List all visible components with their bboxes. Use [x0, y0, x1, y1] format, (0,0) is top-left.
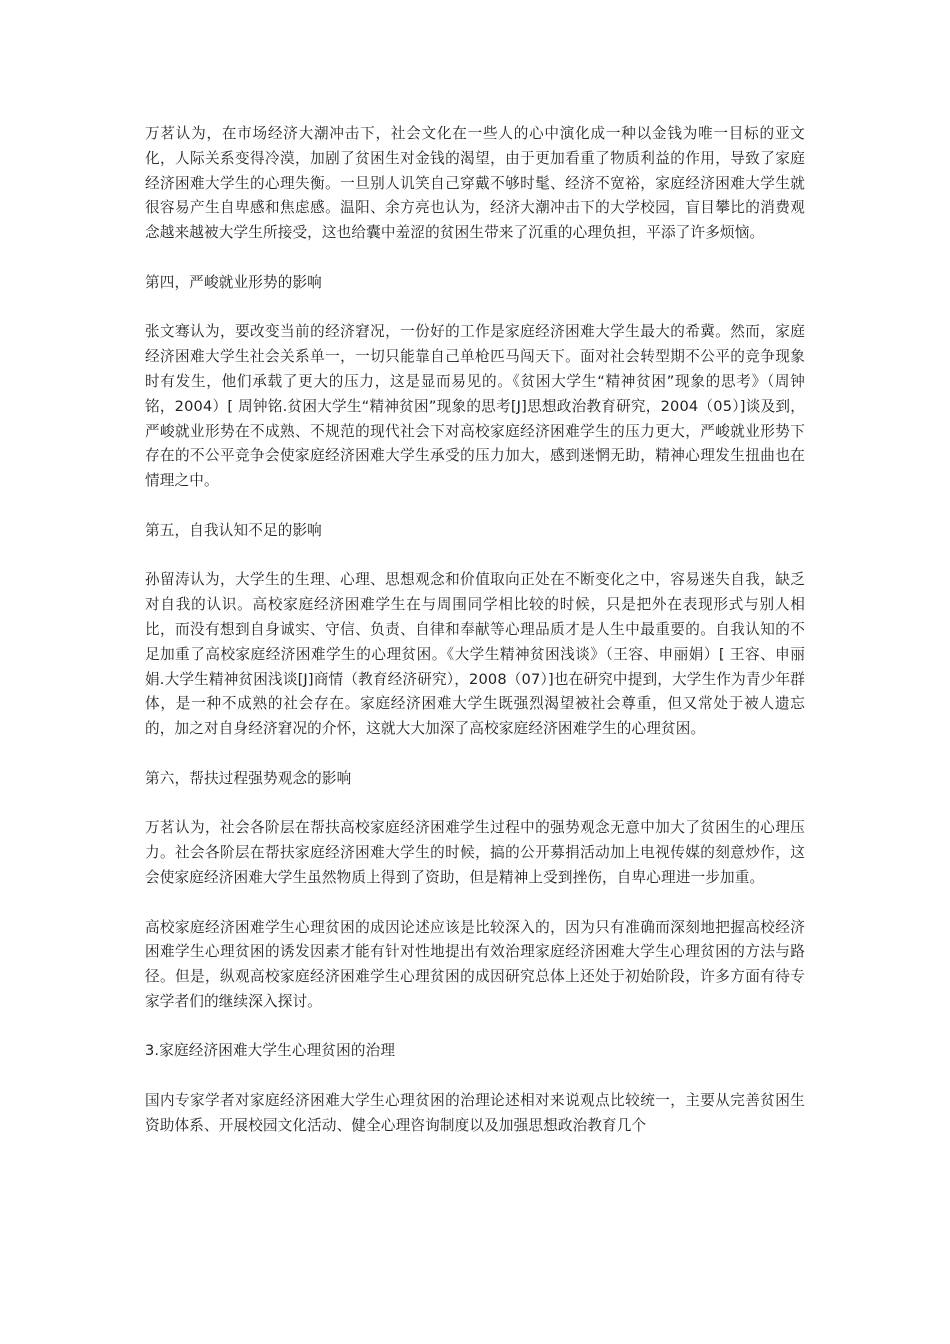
- heading-employment-impact: 第四，严峻就业形势的影响: [145, 273, 322, 291]
- heading-self-cognition-impact: 第五，自我认知不足的影响: [145, 521, 322, 539]
- paragraph-causes-summary: 高校家庭经济困难学生心理贫困的成因论述应该是比较深入的，因为只有准确而深刻地把握高校经济困难学生心理贫困的诱发因素才能有针对性地提出有效治理家庭经济困难大学生心理贫困的方法与路径。但是，纵观高校家庭经济困难学生心理贫困的成因研究总体上还处于初始阶段，许多方面有待专家学者们的继续深入探讨。: [145, 918, 805, 1010]
- paragraph-materialism-impact: 万茗认为，在市场经济大潮冲击下，社会文化在一些人的心中演化成一种以金钱为唯一目标的亚文化，人际关系变得冷漠，加剧了贫困生对金钱的渴望，由于更加看重了物质利益的作用，导致了家庭经济困难大学生的心理失衡。一旦别人讥笑自己穿戴不够时髦、经济不宽裕，家庭经济困难大学生就很容易产生自卑感和焦虑感。温阳、余方亮也认为，经济大潮冲击下的大学校园，盲目攀比的消费观念越来越被大学生所接受，这也给囊中羞涩的贫困生带来了沉重的心理负担，平添了许多烦恼。: [145, 125, 805, 242]
- paragraph-governance-intro: 国内专家学者对家庭经济困难大学生心理贫困的治理论述相对来说观点比较统一，主要从完善贫困生资助体系、开展校园文化活动、健全心理咨询制度以及加强思想政治教育几个: [145, 1092, 805, 1134]
- document-body: [145, 122, 805, 1163]
- section-heading-governance: 3.家庭经济困难大学生心理贫困的治理: [145, 1042, 396, 1060]
- paragraph-assistance-attitude-impact: 万茗认为，社会各阶层在帮扶高校家庭经济困难学生过程中的强势观念无意中加大了贫困生的心理压力。社会各阶层在帮扶家庭经济困难大学生的时候，搞的公开募捐活动加上电视传媒的刻意炒作，这会使家庭经济困难大学生虽然物质上得到了资助，但是精神上受到挫伤，自卑心理进一步加重。: [145, 819, 805, 886]
- paragraph-employment-impact: 张文骞认为，要改变当前的经济窘况，一份好的工作是家庭经济困难大学生最大的希冀。然而，家庭经济困难大学生社会关系单一，一切只能靠自己单枪匹马闯天下。面对社会转型期不公平的竞争现象时有发生，他们承载了更大的压力，这是显而易见的。《贫困大学生“精神贫困”现象的思考》（周钟铭，2004）[ 周钟铭.贫困大学生“精神贫困”现象的思考[J]思想政治教育研究，2004（05）]谈及到，严峻就业形势在不成熟、不规范的现代社会下对高校家庭经济困难学生的压力更大，严峻就业形势下存在的不公平竞争会使家庭经济困难大学生承受的压力加大，感到迷惘无助，精神心理发生扭曲也在情理之中。: [145, 323, 805, 490]
- heading-assistance-attitude-impact: 第六，帮扶过程强势观念的影响: [145, 769, 352, 787]
- paragraph-self-cognition-impact: 孙留涛认为，大学生的生理、心理、思想观念和价值取向正处在不断变化之中，容易迷失自我，缺乏对自我的认识。高校家庭经济困难学生在与周围同学相比较的时候，只是把外在表现形式与别人相比，而没有想到自身诚实、守信、负责、自律和奉献等心理品质才是人生中最重要的。自我认知的不足加重了高校家庭经济困难学生的心理贫困。《大学生精神贫困浅谈》（王容、申丽娟）[ 王容、申丽娟.大学生精神贫困浅谈[J]商情（教育经济研究），2008（07）]也在研究中提到，大学生作为青少年群体，是一种不成熟的社会存在。家庭经济困难大学生既强烈渴望被社会尊重，但又常处于被人遗忘的，加之对自身经济窘况的介怀，这就大大加深了高校家庭经济困难学生的心理贫困。: [145, 571, 805, 738]
